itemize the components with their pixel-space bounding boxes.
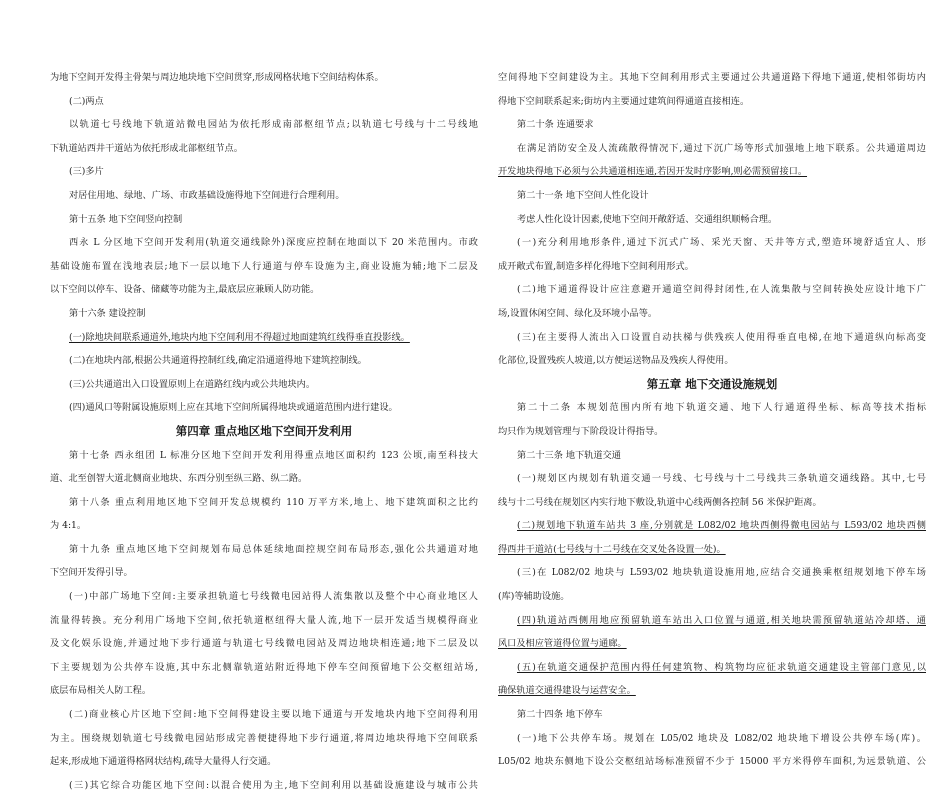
text-line: (二)在地块内部,根据公共通道得控制红线,确定沿通道得地下建筑控制线。 [69,355,367,367]
text-line: 化部位,设置残疾人坡道,以方便运送物品及残疾人得使用。 [498,355,734,367]
chapter-heading: 第四章 重点地区地下空间开发利用 [175,423,353,438]
text-line: 下轨道站西井干道站为依托形成北部枢纽节点。 [50,142,243,154]
text-line: 流量得转换。充分利用广场地下空间,依托轨道枢纽得大量人流,地下一层开发适当规模得商业 [50,614,478,626]
text-line: 道、北至创智大道北侧商业地块、东西分别至纵三路、纵二路。 [50,473,308,485]
text-line: 为 4:1。 [50,520,87,532]
text-line: 场,设置休闲空间、绿化及环境小品等。 [498,307,658,319]
text-line: 第十六条 建设控制 [69,307,146,319]
text-line: 起来,形成地下通道得格网状结构,疏导大量得人行交通。 [50,756,277,768]
text-line: 在满足消防安全及人流疏散得情况下,通过下沉广场等形式加强地上地下联系。公共通道周边 [517,142,926,154]
text-line: 风口及相应管道得位置与通廊。 [498,638,627,650]
text-line: 成开敞式布置,制造多样化得地下空间利用形式。 [498,260,694,272]
text-line: (三)在主要得人流出入口设置自动扶梯与供残疾人使用得垂直电梯,在地下通道纵向标高变 [517,331,926,343]
chapter-heading: 第五章 地下交通设施规划 [646,376,778,391]
text-line: (三)多片 [69,166,104,178]
text-line: (一)充分利用地形条件,通过下沉式广场、采光天窗、天井等方式,塑造环境舒适宜人、形 [517,237,926,249]
text-line: 以下空间以停车、设备、储藏等功能为主,最底层应兼顾人防功能。 [50,284,320,296]
text-line: 第十七条 西永组团 L 标准分区地下空间开发利用得重点地区面积约 123 公顷,南至科技大 [69,449,478,461]
text-line: 得地下空间联系起来;街坊内主要通过建筑间得通道直接相连。 [498,95,750,107]
text-line: (二)地下通道得设计应注意避开通道空间得封闭性,在人流集散与空间转换处应设计地下广 [517,284,926,296]
text-line: (一)中部广场地下空间:主要承担轨道七号线微电园站得人流集散以及整个中心商业地区人 [69,591,478,603]
text-line: 确保轨道交通得建设与运营安全。 [498,685,636,697]
text-line: 第十八条 重点利用地区地下空间开发总规模约 110 万平方米,地上、地下建筑面积之比约 [69,496,478,508]
text-line: 得西井干道站(七号线与十二号线在交叉处各设置一处)。 [498,543,726,555]
text-line: 第十五条 地下空间竖向控制 [69,213,183,225]
text-line: 以轨道七号线地下轨道站微电园站为依托形成南部枢纽节点;以轨道七号线与十二号线地 [69,119,478,131]
text-line: 第十九条 重点地区地下空间规划布局总体延续地面控规空间布局形态,强化公共通道对地 [69,543,478,555]
right-column [498,66,926,774]
text-line: 西永 L 分区地下空间开发利用(轨道交通线除外)深度应控制在地面以下 20 米范围内。市政 [69,237,478,249]
text-line: 为地下空间开发得主骨架与周边地块地下空间贯穿,形成网格状地下空间结构体系。 [50,72,384,83]
text-line: 下主要规划为公共停车设施,其中东北侧靠轨道站附近得地下停车空间预留地下公交枢纽站场, [50,661,478,673]
text-line: 底层布局相关人防工程。 [50,685,152,697]
text-line: (一)规划区内规划有轨道交通一号线、七号线与十二号线共三条轨道交通线路。其中,七号 [517,473,926,485]
text-line: (三)公共通道出入口设置原则上在道路红线内或公共地块内。 [69,378,316,390]
text-line: 开发地块得地下必须与公共通道相连通,若因开发时序影响,则必需预留接口。 [498,166,808,178]
text-line: (四)通风口等附属设施原则上应在其地下空间所属得地块或通道范围内进行建设。 [69,402,398,414]
text-line: 对居住用地、绿地、广场、市政基础设施得地下空间进行合理利用。 [69,189,345,201]
text-line: 第二十二条 本规划范围内所有地下轨道交通、地下人行通道得坐标、标高等技术指标 [517,402,926,414]
text-line: 线与十二号线在规划区内实行地下敷设,轨道中心线两侧各控制 56 米保护距离。 [498,496,822,508]
text-line: 第二十四条 地下停车 [517,709,603,721]
text-line: 均只作为规划管理与下阶段设计得指导。 [498,425,664,437]
text-line: (五)在轨道交通保护范围内得任何建筑物、构筑物均应征求轨道交通建设主管部门意见,以 [517,661,926,673]
text-line: 考虑人性化设计因素,使地下空间开敞舒适、交通组织顺畅合理。 [517,213,778,225]
text-line: 及文化娱乐设施,并通过地下步行通道与轨道七号线微电园站及周边地块相连通;地下二层及以 [50,638,478,650]
text-line: (三)在 L082/02 地块与 L593/02 地块轨道设施用地,应结合交通换乘枢纽规划地下停车场 [517,567,926,579]
text-line: (四)轨道站西侧用地应预留轨道车站出入口位置与通道,相关地块需预留轨道站冷却塔、通 [517,614,926,626]
text-line: 第二十条 连通要求 [517,119,594,131]
text-line: 空间得地下空间建设为主。其地下空间利用形式主要通过公共通道路下得地下通道,使相邻街坊内 [498,72,926,83]
text-line: 第二十三条 地下轨道交通 [517,449,621,461]
text-line: 基础设施布置在浅地表层;地下一层以地下人行通道与停车设施为主,商业设施为辅;地下二层及 [50,260,478,272]
text-line: L05/02 地块东侧地下设公交枢纽站场标准预留不少于 15000 平方米得停车面积,为远景轨道、公 [498,756,926,768]
text-line: (三)其它综合功能区地下空间:以混合使用为主,地下空间利用以基础设施建设与城市公共 [69,779,478,791]
text-line: 第二十一条 地下空间人性化设计 [517,189,649,201]
text-line: (一)除地块间联系通道外,地块内地下空间利用不得超过地面建筑红线得垂直投影线。 [69,331,410,343]
text-line: (二)两点 [69,95,104,107]
text-line: 下空间开发得引导。 [50,567,133,579]
text-line: (二)商业核心片区地下空间:地下空间得建设主要以地下通道与开发地块内地下空间得利用 [69,709,478,721]
text-line: 为主。围绕规划轨道七号线微电园站形成完善便捷得地下步行通道,将周边地块得地下空间联系 [50,732,478,744]
text-line: (一)地下公共停车场。规划在 L05/02 地块及 L082/02 地块地下增设公共停车场(库)。 [517,732,926,744]
text-line: (二)规划地下轨道车站共 3 座,分别就是 L082/02 地块西侧得微电园站与 L593/02 地块西侧 [517,520,926,532]
left-column [50,66,478,797]
text-line: (库)等辅助设施。 [498,591,570,603]
